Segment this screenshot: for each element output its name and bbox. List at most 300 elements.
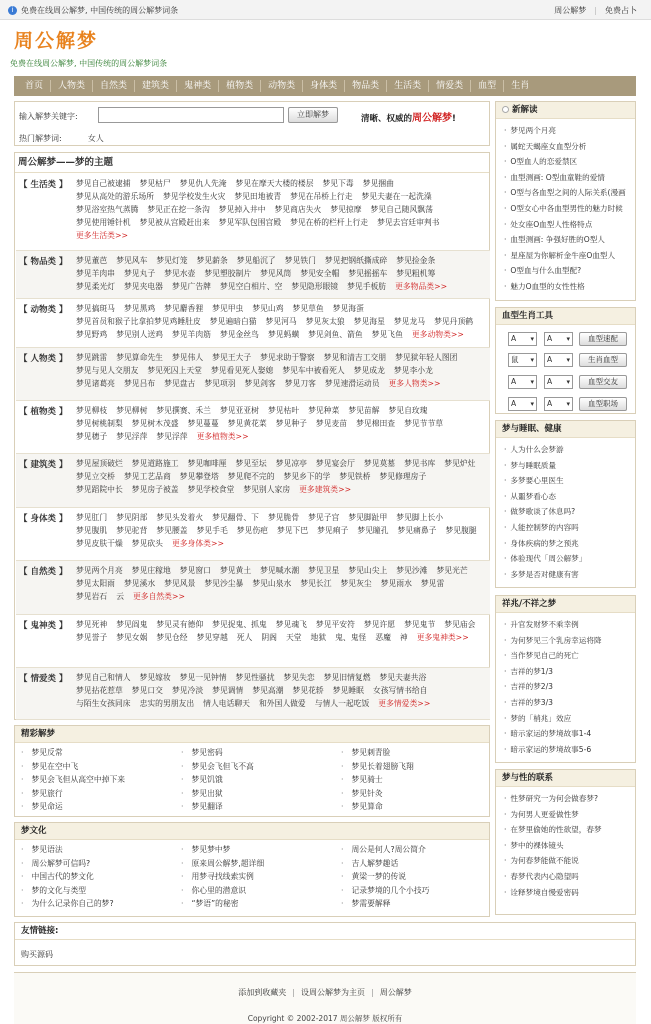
more-link[interactable]: 更多植物类>> xyxy=(196,432,249,441)
dream-link[interactable]: 梦见塑胶制片 xyxy=(204,269,252,278)
dream-link[interactable]: 梦见海蛋 xyxy=(332,304,364,313)
nav-item[interactable]: 身体类 xyxy=(303,80,345,92)
dream-link[interactable]: 梦见吕布 xyxy=(123,379,156,388)
dream-link[interactable]: 梦见至坛 xyxy=(235,459,267,468)
dream-link[interactable]: 梦见阴部 xyxy=(116,513,148,522)
dream-link[interactable]: 梦见隐形眼镜 xyxy=(291,282,339,291)
side-list-item[interactable]: · 在梦里偷她的性欲望，春梦 xyxy=(504,822,635,838)
category-label[interactable]: 【 植物类 】 xyxy=(19,407,68,417)
dream-link[interactable]: 梦见算命先生 xyxy=(116,353,163,362)
article-link[interactable]: · 梦需要解释 xyxy=(341,898,390,909)
dream-link[interactable]: 女孩写情书给自 xyxy=(372,686,428,695)
side-list-item[interactable]: · 处女座O血型人性格特点 xyxy=(504,217,635,233)
dream-link[interactable]: 梦见性骚扰 xyxy=(235,673,275,682)
article-link[interactable]: · 用梦寻找线索实例 xyxy=(181,871,254,882)
friend-link[interactable]: 购买源码 xyxy=(21,950,53,959)
dream-link[interactable]: 梦见立交桥 xyxy=(76,472,115,481)
side-list-item[interactable]: · 多梦是否对健康有害 xyxy=(504,567,635,583)
article-link[interactable]: · 梦见刺青脸 xyxy=(341,747,390,758)
dream-link[interactable]: 梦见树木茂盛 xyxy=(131,419,179,428)
dream-link[interactable]: 梦见道路施工 xyxy=(131,459,179,468)
dream-link[interactable]: 梦见风景 xyxy=(164,579,196,588)
select-b[interactable]: A ▾ xyxy=(544,397,573,411)
nav-item[interactable]: 鬼神类 xyxy=(177,80,219,92)
category-label[interactable]: 【 身体类 】 xyxy=(19,514,68,524)
dream-link[interactable]: 梦见粗机筹 xyxy=(396,269,436,278)
dream-link[interactable]: 梦见长江 xyxy=(300,579,332,588)
dream-link[interactable]: 梦见黄土 xyxy=(219,566,252,575)
dream-link[interactable]: 梦见腹腿 xyxy=(445,526,477,535)
side-list-item[interactable]: · 吉祥的梦3/3 xyxy=(504,695,635,711)
side-list-item[interactable]: · 梦中的裸体镜头 xyxy=(504,838,635,854)
article-link[interactable]: · 梦见长着翅膀飞翔 xyxy=(341,761,414,772)
dream-link[interactable]: 梦见丹顶鹤 xyxy=(434,317,474,326)
article-link[interactable]: · 为什么记录你自己的梦? xyxy=(21,898,114,909)
side-list-item[interactable]: · 梦与睡眠质量 xyxy=(504,458,635,474)
side-list-item[interactable]: · 人为什么会梦游 xyxy=(504,442,635,458)
dream-link[interactable]: 梦见窗口 xyxy=(179,566,211,575)
article-link[interactable]: · 梦见骑士 xyxy=(341,774,383,785)
dream-link[interactable]: 梦见嫁妆 xyxy=(139,673,171,682)
dream-link[interactable]: 死人 xyxy=(236,633,253,642)
nav-item[interactable]: 植物类 xyxy=(219,80,261,92)
article-link[interactable]: · 原来周公解梦,超详细 xyxy=(181,858,264,869)
side-list-item[interactable]: · 当作梦见自己的死亡 xyxy=(504,648,635,664)
dream-link[interactable]: 梦见灰尘 xyxy=(340,579,372,588)
dream-link[interactable]: 地狱 xyxy=(310,633,327,642)
dream-link[interactable]: 梦见掠摩 xyxy=(330,205,362,214)
dream-link[interactable]: 梦见蔓蔓 xyxy=(187,419,219,428)
dream-link[interactable]: 梦见亚亚树 xyxy=(219,406,259,415)
dream-link[interactable]: 梦见龙马 xyxy=(393,317,426,326)
side-list-item[interactable]: · 为何男人更爱做性梦 xyxy=(504,807,635,823)
side-list-item[interactable]: · 为何春梦能做不能说 xyxy=(504,853,635,869)
dream-link[interactable]: 梦见在摩天大楼的楼层 xyxy=(235,179,314,188)
article-link[interactable]: · 梦见命运 xyxy=(21,801,63,812)
dream-link[interactable]: 梦见平安符 xyxy=(315,620,355,629)
article-link[interactable]: · 梦见饥饿 xyxy=(181,774,223,785)
dream-link[interactable]: 和外国人做爱 xyxy=(258,699,306,708)
dream-link[interactable]: 梦见死囚上天堂 xyxy=(147,366,202,375)
search-input[interactable] xyxy=(98,107,284,123)
nav-item[interactable]: 人物类 xyxy=(51,80,93,92)
dream-link[interactable]: 梦见野鸡 xyxy=(76,330,108,339)
dream-link[interactable]: 梦见口交 xyxy=(131,686,163,695)
dream-link[interactable]: 梦见盘古 xyxy=(164,379,196,388)
category-label[interactable]: 【 人物类 】 xyxy=(19,354,68,364)
article-link[interactable]: · 梦见在空中飞 xyxy=(21,761,78,772)
dream-link[interactable]: 梦见剑客 xyxy=(244,379,276,388)
article-link[interactable]: · 黄梁一梦的传说 xyxy=(341,871,406,882)
top-link-zhougong[interactable]: 周公解梦 xyxy=(554,6,587,15)
article-link[interactable]: · 梦见语法 xyxy=(21,844,63,855)
dream-link[interactable]: 梦见穗子 xyxy=(76,432,108,441)
side-list-item[interactable]: · 梦见两个月亮 xyxy=(504,123,635,139)
dream-link[interactable]: 梦见河马 xyxy=(265,317,297,326)
dream-link[interactable]: 梦见庙会 xyxy=(444,620,476,629)
dream-link[interactable]: 梦见手板肪 xyxy=(347,282,387,291)
dream-link[interactable]: 梦见魂飞 xyxy=(275,620,307,629)
category-label[interactable]: 【 情爱类 】 xyxy=(19,674,68,684)
dream-link[interactable]: 梦见瞳孔 xyxy=(357,526,389,535)
dream-link[interactable]: 梦见腹肌 xyxy=(76,526,108,535)
dream-link[interactable]: 恶魔 xyxy=(375,633,391,642)
dream-link[interactable]: 梦见学校发生火灾 xyxy=(162,192,226,201)
dream-link[interactable]: 梦见修理房子 xyxy=(379,472,427,481)
dream-link[interactable]: 梦见女娲 xyxy=(116,633,148,642)
dream-link[interactable]: 梦见羊肉串 xyxy=(76,269,115,278)
dream-link[interactable]: 梦见书库 xyxy=(404,459,436,468)
dream-link[interactable]: 梦见工艺品商 xyxy=(123,472,171,481)
side-list-item[interactable]: · 梦的「梢兆」效应 xyxy=(504,711,635,727)
dream-link[interactable]: 梦见夫妻在一起洗澡 xyxy=(361,192,432,201)
dream-link[interactable]: 梦见灯笼 xyxy=(156,256,188,265)
dream-link[interactable]: 梦见水壶 xyxy=(164,269,196,278)
dream-link[interactable]: 梦见沙尘暴 xyxy=(204,579,244,588)
dream-link[interactable]: 梦见蚂蟥 xyxy=(267,330,300,339)
article-link[interactable]: · 梦见算命 xyxy=(341,801,383,812)
side-list-item[interactable]: · 从噩梦看心态 xyxy=(504,489,635,505)
dream-link[interactable]: 梦见皮肤干燥 xyxy=(76,539,123,548)
dream-link[interactable]: 梦见阎鬼 xyxy=(116,620,148,629)
dream-link[interactable]: 梦见浮萍 xyxy=(116,432,148,441)
category-label[interactable]: 【 鬼神类 】 xyxy=(19,621,68,631)
dream-link[interactable]: 梦见遍暗白猫 xyxy=(209,317,257,326)
dream-link[interactable]: 情人电话聊天 xyxy=(203,699,250,708)
dream-link[interactable]: 梦见薪条 xyxy=(196,256,228,265)
dream-link[interactable]: 梦见金丝鸟 xyxy=(219,330,259,339)
dream-link[interactable]: 梦见砍头 xyxy=(131,539,163,548)
side-list-item[interactable]: · O型与各血型之间的人际关系(漫画 xyxy=(504,185,635,201)
more-link[interactable]: 更多建筑类>> xyxy=(299,485,352,494)
dream-link[interactable]: 梦见搞斑马 xyxy=(76,304,115,313)
dream-link[interactable]: 梦见枯尸 xyxy=(139,179,171,188)
dream-link[interactable]: 梦见丸子 xyxy=(123,269,156,278)
dream-link[interactable]: 梦见飞鱼 xyxy=(371,330,403,339)
article-link[interactable]: · 梦见会飞但飞不高 xyxy=(181,761,254,772)
dream-link[interactable]: 梦见一见钟情 xyxy=(179,673,227,682)
nav-item[interactable]: 情爱类 xyxy=(429,80,471,92)
side-list-item[interactable]: · 星座屋为你解析金牛座O血型人 xyxy=(504,248,635,264)
dream-link[interactable]: 梦见黑鸡 xyxy=(123,304,156,313)
footer-link-bookmark[interactable]: 添加到收藏夹 xyxy=(238,988,287,997)
side-list-item[interactable]: · 血型测画: O型血童鞋的爱情 xyxy=(504,170,635,186)
dream-link[interactable]: 梦见被从宫殿赶出来 xyxy=(139,218,210,227)
dream-link[interactable]: 梦见铁桥 xyxy=(339,472,371,481)
article-link[interactable]: · 周公解梦可信吗? xyxy=(21,858,90,869)
dream-link[interactable]: 梦见自玫瑰 xyxy=(388,406,428,415)
dream-link[interactable]: 梦见正在挖一条沟 xyxy=(147,205,210,214)
article-link[interactable]: · 记录梦境的几个小技巧 xyxy=(341,885,429,896)
dream-link[interactable]: 梦见自己随风飘荡 xyxy=(370,205,433,214)
side-list-item[interactable]: · 吉祥的梦1/3 xyxy=(504,664,635,680)
select-a[interactable]: A ▾ xyxy=(508,332,537,346)
dream-link[interactable]: 梦见剑鱼、箭鱼 xyxy=(308,330,363,339)
dream-link[interactable]: 梦见跳雷 xyxy=(76,353,108,362)
select-b[interactable]: A ▾ xyxy=(544,353,573,367)
dream-link[interactable]: 梦见死神 xyxy=(76,620,108,629)
dream-link[interactable]: 与情人一起吃饭 xyxy=(314,699,370,708)
article-link[interactable]: · 梦见旅行 xyxy=(21,788,63,799)
article-link[interactable]: · 梦见梦中梦 xyxy=(181,844,230,855)
dream-link[interactable]: 梦见使用锤针机 xyxy=(76,218,131,227)
dream-link[interactable]: 梦见船沉了 xyxy=(236,256,276,265)
dream-link[interactable]: 梦见棉田查 xyxy=(356,419,396,428)
hot-keyword[interactable]: 女人 xyxy=(87,134,104,143)
dream-link[interactable]: 梦见莫墓 xyxy=(363,459,396,468)
dream-link[interactable]: 梦见鬼节 xyxy=(404,620,436,629)
dream-link[interactable]: 梦见肛门 xyxy=(76,513,108,522)
dream-link[interactable]: 梦见炉灶 xyxy=(444,459,476,468)
dream-link[interactable]: 梦见草鱼 xyxy=(292,304,324,313)
side-list-item[interactable]: · 暗示家运的梦境故事1-4 xyxy=(504,726,635,742)
more-link[interactable]: 更多鬼神类>> xyxy=(416,633,469,642)
dream-link[interactable]: 梦见光芒 xyxy=(436,566,468,575)
dream-link[interactable]: 梦见空白相片、空 xyxy=(219,282,283,291)
dream-link[interactable]: 梦见海星 xyxy=(353,317,385,326)
dream-link[interactable]: 梦见安全帽 xyxy=(300,269,340,278)
footer-link-site[interactable]: 周公解梦 xyxy=(379,988,412,997)
dream-link[interactable]: 梦见速滑运动员 xyxy=(324,379,380,388)
dream-link[interactable]: 忠实的男朋友出 xyxy=(139,699,195,708)
dream-link[interactable]: 梦见伤疤 xyxy=(236,526,268,535)
side-list-item[interactable]: · 升官发财梦不乘幸例 xyxy=(504,617,635,633)
dream-link[interactable]: 梦见雷 xyxy=(420,579,445,588)
dream-link[interactable]: 梦见许愿 xyxy=(363,620,396,629)
dream-link[interactable]: 梦见腰盖 xyxy=(156,526,188,535)
side-list-item[interactable]: · O型血人的恋爱禁区 xyxy=(504,154,635,170)
dream-link[interactable]: 梦见山泉水 xyxy=(252,579,292,588)
nav-item[interactable]: 首页 xyxy=(18,80,51,92)
dream-link[interactable]: 梦见枯叶 xyxy=(267,406,300,415)
side-list-item[interactable]: · 多梦要心里医生 xyxy=(504,473,635,489)
dream-link[interactable]: 梦见麦苗 xyxy=(315,419,348,428)
dream-link[interactable]: 梦见喊水潮 xyxy=(260,566,300,575)
side-list-item[interactable]: · 为何梦见三个乳房幸运将降 xyxy=(504,633,635,649)
dream-link[interactable]: 阴阁 xyxy=(261,633,277,642)
dream-link[interactable]: 梦见痛鼻子 xyxy=(397,526,437,535)
dream-link[interactable]: 梦见成龙 xyxy=(353,366,385,375)
dream-link[interactable]: 梦见睡眠 xyxy=(332,686,364,695)
side-list-item[interactable]: · 性梦研究一为何会做春梦? xyxy=(504,791,635,807)
category-label[interactable]: 【 生活类 】 xyxy=(19,180,68,190)
dream-link[interactable]: 梦见首员和猴子比拿拍梦见鸡睡肚皮 xyxy=(76,317,201,326)
dream-link[interactable]: 梦见广告牌 xyxy=(171,282,211,291)
dream-link[interactable]: 梦见节节草 xyxy=(404,419,444,428)
dream-link[interactable]: 梦见失恋 xyxy=(283,673,315,682)
article-link[interactable]: · 梦见翻译 xyxy=(181,801,223,812)
dream-link[interactable]: 梦见爬不完的 xyxy=(227,472,275,481)
side-list-item[interactable]: · O型女心中各血型男性的魅力时候 xyxy=(504,201,635,217)
article-link[interactable]: · 吉人解梦趣话 xyxy=(341,858,398,869)
article-link[interactable]: · “梦语”的秘密 xyxy=(181,898,239,909)
dream-link[interactable]: 与陌生女孩同床 xyxy=(76,699,131,708)
dream-link[interactable]: 梦见凉亭 xyxy=(275,459,307,468)
nav-item[interactable]: 生肖 xyxy=(511,81,530,91)
article-link[interactable]: · 梦见密码 xyxy=(181,747,223,758)
dream-link[interactable]: 梦见卫星 xyxy=(308,566,340,575)
dream-link[interactable]: 梦见房子被盖 xyxy=(131,485,179,494)
dream-link[interactable]: 梦见浮萍 xyxy=(156,432,188,441)
footer-link-homepage[interactable]: 设周公解梦为主页 xyxy=(301,988,365,997)
select-b[interactable]: A ▾ xyxy=(544,375,573,389)
dream-link[interactable]: 梦见与见人交朋友 xyxy=(76,366,139,375)
dream-link[interactable]: 梦见铁门 xyxy=(284,256,316,265)
dream-link[interactable]: 梦见旧情复燃 xyxy=(323,673,371,682)
side-list-item[interactable]: · O型血与什么血型配? xyxy=(504,263,635,279)
dream-link[interactable]: 梦见灵有德仰 xyxy=(156,620,204,629)
dream-link[interactable]: 梦见仇人先淹 xyxy=(179,179,227,188)
dream-link[interactable]: 梦见浴室热气蒸腾 xyxy=(76,205,139,214)
dream-link[interactable]: 梦见别人家房 xyxy=(243,485,291,494)
dream-link[interactable]: 梦见溪水 xyxy=(123,579,156,588)
article-link[interactable]: · 你心里的潜意识 xyxy=(181,885,246,896)
article-link[interactable]: · 梦见出狱 xyxy=(181,788,223,799)
category-label[interactable]: 【 物品类 】 xyxy=(19,257,68,267)
dream-link[interactable]: 梦见在桥的栏杆上行走 xyxy=(290,218,369,227)
side-list-item[interactable]: · 属蛇天蝎座女血型分析 xyxy=(504,139,635,155)
dream-link[interactable]: 梦见蹈院中长 xyxy=(76,485,123,494)
side-list-item[interactable]: · 暗示家运的梦境故事5-6 xyxy=(504,742,635,758)
dream-link[interactable]: 梦见捉鬼、抓鬼 xyxy=(212,620,267,629)
blood-match-button[interactable]: 血型速配 xyxy=(579,332,627,346)
dream-link[interactable]: 梦见自己被逮捕 xyxy=(76,179,131,188)
nav-item[interactable]: 血型 xyxy=(471,80,504,92)
side-list-item[interactable]: · 身体疾病的梦之预兆 xyxy=(504,536,635,552)
more-link[interactable]: 更多自然类>> xyxy=(132,592,186,601)
dream-link[interactable]: 梦见冷淡 xyxy=(171,686,204,695)
dream-link[interactable]: 梦见夫妻共浴 xyxy=(379,673,427,682)
dream-link[interactable]: 梦见脆骨 xyxy=(267,513,300,522)
dream-link[interactable]: 梦见商店失火 xyxy=(274,205,322,214)
side-list-item[interactable]: · 吉祥的梦2/3 xyxy=(504,679,635,695)
dream-link[interactable]: 梦见高潮 xyxy=(252,686,284,695)
dream-link[interactable]: 梦见军队包围宫殿 xyxy=(218,218,282,227)
category-label[interactable]: 【 动物类 】 xyxy=(19,305,68,315)
dream-link[interactable]: 梦见拈花惹草 xyxy=(76,686,123,695)
dream-link[interactable]: 神 xyxy=(399,633,408,642)
dream-link[interactable]: 梦见宴会厅 xyxy=(315,459,355,468)
dream-link[interactable]: 梦见下巴 xyxy=(276,526,309,535)
dream-link[interactable]: 梦见李小龙 xyxy=(393,366,433,375)
dream-link[interactable]: 梦见穿越 xyxy=(196,633,228,642)
side-list-item[interactable]: · 血型测画: 争强好胜的O型人 xyxy=(504,232,635,248)
side-list-item[interactable]: · 诠释梦境自慢爱密码 xyxy=(504,885,635,901)
dream-link[interactable]: 梦见山尖上 xyxy=(348,566,388,575)
dream-link[interactable]: 梦见灰太狼 xyxy=(305,317,345,326)
article-link[interactable]: · 中国古代的梦文化 xyxy=(21,871,94,882)
side-list-item[interactable]: · 体验现代「周公解梦」 xyxy=(504,551,635,567)
dream-link[interactable]: 梦见头发着火 xyxy=(156,513,204,522)
more-link[interactable]: 更多身体类>> xyxy=(171,539,225,548)
dream-link[interactable]: 梦见调情 xyxy=(212,686,244,695)
site-logo[interactable]: 周公解梦 xyxy=(14,30,99,52)
dream-link[interactable]: 梦见咖啡厘 xyxy=(187,459,227,468)
dream-link[interactable]: 梦见乡下的学 xyxy=(283,472,331,481)
dream-link[interactable]: 梦见田地被青 xyxy=(234,192,282,201)
select-a[interactable]: A ▾ xyxy=(508,375,537,389)
blood-workplace-button[interactable]: 血型职场 xyxy=(579,397,627,411)
dream-link[interactable]: 梦见誉子 xyxy=(76,633,108,642)
dream-link[interactable]: 梦见庄稼地 xyxy=(131,566,171,575)
dream-link[interactable]: 梦见种菜 xyxy=(308,406,340,415)
dream-link[interactable]: 梦见苗解 xyxy=(348,406,380,415)
dream-link[interactable]: 梦见山鸡 xyxy=(252,304,284,313)
blood-friends-button[interactable]: 血型交友 xyxy=(579,375,627,389)
dream-link[interactable]: 梦见太阳雨 xyxy=(76,579,115,588)
dream-link[interactable]: 梦见驼背 xyxy=(116,526,148,535)
dream-link[interactable]: 梦见沙滩 xyxy=(396,566,428,575)
dream-link[interactable]: 梦见夹电器 xyxy=(123,282,163,291)
dream-link[interactable]: 天堂 xyxy=(285,633,302,642)
dream-link[interactable]: 云 xyxy=(116,592,124,601)
dream-link[interactable]: 梦见下毒 xyxy=(322,179,354,188)
dream-link[interactable]: 梦见看见死人娶媳 xyxy=(210,366,274,375)
side-list-item[interactable]: · 人能控制梦的内容吗 xyxy=(504,520,635,536)
more-link[interactable]: 更多人物类>> xyxy=(388,379,441,388)
dream-link[interactable]: 梦见车中被看死人 xyxy=(282,366,345,375)
dream-link[interactable]: 梦见花轿 xyxy=(292,686,324,695)
dream-link[interactable]: 梦见手毛 xyxy=(196,526,228,535)
dream-link[interactable]: 梦见捡金条 xyxy=(396,256,436,265)
dream-link[interactable]: 梦见黄花菜 xyxy=(227,419,267,428)
dream-link[interactable]: 梦见摇摇车 xyxy=(348,269,388,278)
nav-item[interactable]: 生活类 xyxy=(387,80,429,92)
zodiac-blood-button[interactable]: 生肖血型 xyxy=(579,353,627,367)
dream-link[interactable]: 梦见伟人 xyxy=(171,353,204,362)
more-link[interactable]: 更多动物类>> xyxy=(411,330,464,339)
dream-link[interactable]: 梦见求助于警察 xyxy=(260,353,315,362)
select-a[interactable]: A ▾ xyxy=(508,397,537,411)
dream-link[interactable]: 梦见诸葛亮 xyxy=(76,379,115,388)
dream-link[interactable]: 梦见捆曲 xyxy=(362,179,394,188)
dream-link[interactable]: 梦见柔光灯 xyxy=(76,282,115,291)
article-link[interactable]: · 梦的文化与类型 xyxy=(21,885,86,896)
dream-link[interactable]: 梦见岩石 xyxy=(76,592,108,601)
dream-link[interactable]: 梦见王大子 xyxy=(212,353,252,362)
dream-link[interactable]: 梦见项羽 xyxy=(204,379,236,388)
side-list-item[interactable]: · 春梦代表内心隐望吗 xyxy=(504,869,635,885)
dream-link[interactable]: 梦见屋顶破烂 xyxy=(76,459,123,468)
dream-link[interactable]: 梦见别人送鸡 xyxy=(116,330,163,339)
more-link[interactable]: 更多情爱类>> xyxy=(378,699,431,708)
dream-link[interactable]: 梦见脚趾甲 xyxy=(348,513,388,522)
more-link[interactable]: 更多生活类>> xyxy=(76,231,129,240)
dream-link[interactable]: 梦见麝香狸 xyxy=(164,304,204,313)
more-link[interactable]: 更多物品类>> xyxy=(395,282,448,291)
dream-link[interactable]: 梦见翻骨、下 xyxy=(212,513,259,522)
dream-link[interactable]: 梦见雨水 xyxy=(380,579,412,588)
select-a[interactable]: 鼠 ▾ xyxy=(508,353,537,367)
dream-link[interactable]: 梦见脚上长小 xyxy=(396,513,444,522)
dream-link[interactable]: 梦见从高处的游乐场所 xyxy=(76,192,154,201)
dream-link[interactable]: 梦见去宫廷审判书 xyxy=(377,218,440,227)
article-link[interactable]: · 梦见反常 xyxy=(21,747,63,758)
side-list-item[interactable]: · 做梦歌谈了休息吗? xyxy=(504,504,635,520)
dream-link[interactable]: 梦见狱年轻人图团 xyxy=(395,353,458,362)
dream-link[interactable]: 梦见把钢纸撕成碎 xyxy=(324,256,388,265)
dream-link[interactable]: 梦见风车 xyxy=(116,256,148,265)
article-link[interactable]: · 周公是何人?周公简介 xyxy=(341,844,426,855)
dream-link[interactable]: 梦见痢子 xyxy=(317,526,349,535)
dream-link[interactable]: 梦见刀客 xyxy=(284,379,316,388)
dream-link[interactable]: 梦见子宫 xyxy=(308,513,340,522)
dream-link[interactable]: 梦见攀登塔 xyxy=(179,472,219,481)
nav-item[interactable]: 自然类 xyxy=(93,80,135,92)
search-button[interactable]: 立即解梦 xyxy=(288,107,338,123)
dream-link[interactable]: 梦见学校食堂 xyxy=(187,485,235,494)
top-link-free-divination[interactable]: 免费占卜 xyxy=(605,6,637,15)
